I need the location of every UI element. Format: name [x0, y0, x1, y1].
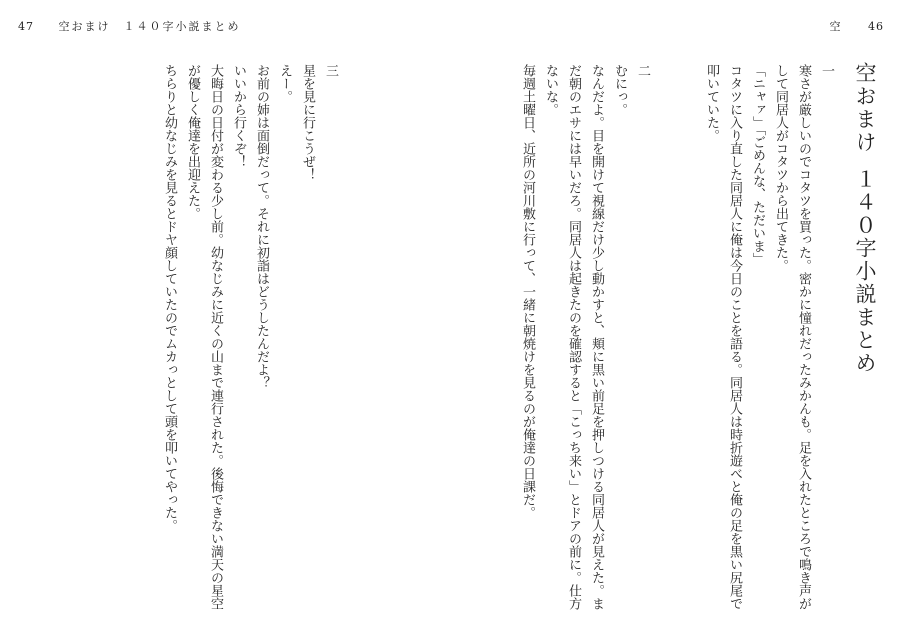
text-line: 「ニャァ」「ごめんな、ただいま」 — [750, 64, 765, 266]
section-three — [158, 64, 342, 610]
text-line: ちらりと幼なじみを見るとドヤ顔していたのでムカっとして頭を叩いてやった。 — [162, 64, 177, 532]
text-line: コタツに入り直した同居人に俺は今日のことを語る。同居人は時折遊べと俺の足を黒い尻尾で — [727, 64, 742, 610]
right-header-title: 空 — [829, 20, 842, 33]
section-one — [700, 64, 838, 610]
text-line: 叩いていた。 — [704, 64, 719, 142]
title-sub: １４０字小説まとめ — [853, 168, 877, 375]
section-number: 二 — [635, 64, 650, 77]
right-page-number: 46 — [868, 20, 884, 33]
section-number: 一 — [819, 64, 834, 77]
text-line: いいから行くぞ！ — [231, 64, 246, 168]
title-main: 空おまけ — [853, 62, 877, 154]
text-line: むにっ。 — [612, 64, 627, 116]
text-line: 大晦日の日付が変わる少し前。幼なじみに近くの山まで連行された。後悔できない満天の星空 — [208, 64, 223, 610]
left-header-title: 空おまけ １４０字小説まとめ — [58, 20, 241, 33]
text-line: なんだよ。目を開けて視線だけ少し動かすと、頬に黒い前足を押しつける同居人が見えた。ま — [589, 64, 604, 610]
section-two — [516, 64, 654, 610]
right-running-header — [830, 18, 885, 34]
text-line: 星を見に行こうぜ！ — [300, 64, 315, 181]
left-page-number: 47 — [18, 20, 34, 33]
text-line: して同居人がコタツから出てきた。 — [773, 64, 788, 272]
text-line: だ朝のエサには早いだろ。同居人は起きたのを確認すると「こっち来い」とドアの前に。仕方 — [566, 64, 581, 610]
text-line: 寒さが厳しいのでコタツを買った。密かに憧れだったみかんも。足を入れたところで鳴き声が — [796, 64, 811, 610]
left-running-header — [18, 18, 241, 34]
text-line: 毎週土曜日、近所の河川敷に行って、一緒に朝焼けを見るのが俺達の日課だ。 — [520, 64, 535, 519]
section-number: 三 — [323, 64, 338, 77]
text-line: お前の姉は面倒だって。それに初詣はどうしたんだよ？ — [254, 64, 269, 389]
page-title — [850, 62, 880, 375]
text-line: ないな。 — [543, 64, 558, 116]
text-line: えー。 — [277, 64, 292, 103]
text-line: が優しく俺達を出迎えた。 — [185, 64, 200, 220]
